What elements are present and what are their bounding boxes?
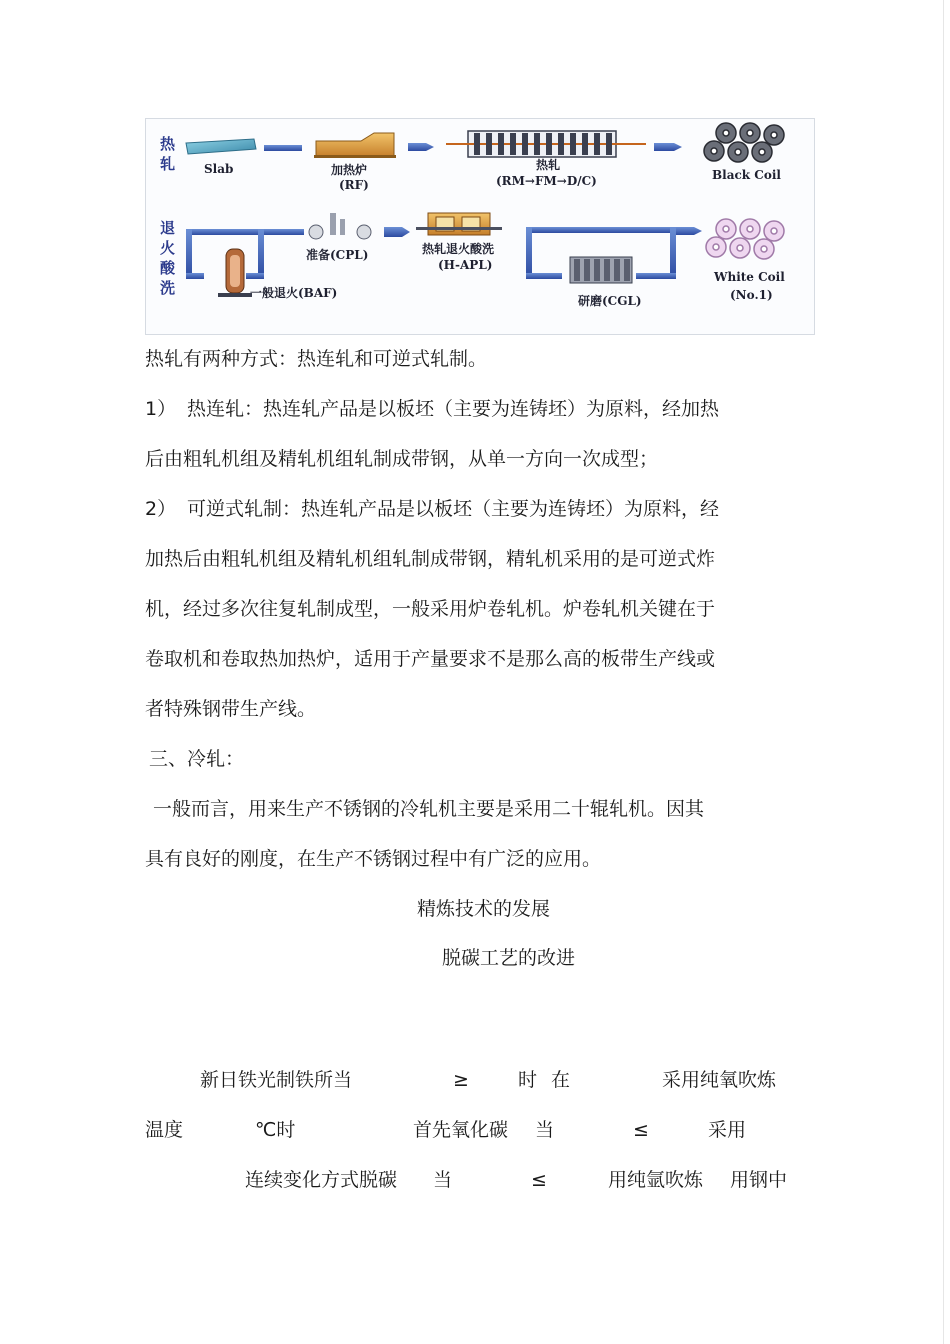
white-coil-label: White Coil xyxy=(714,270,785,284)
list-number-2: 2） xyxy=(145,498,177,520)
arrow-baf-to-cpl xyxy=(264,229,304,235)
hapl-icon xyxy=(416,213,502,235)
baf-label: 一般退火(BAF) xyxy=(250,286,338,300)
paragraph-2-line-5: 者特殊钢带生产线。 xyxy=(145,698,317,720)
row2-text-1: 温度 xyxy=(145,1119,184,1141)
slab-icon xyxy=(186,139,256,154)
arrow-slab-to-rf xyxy=(264,145,302,151)
black-coil-icon xyxy=(704,123,784,162)
cpl-icon xyxy=(309,213,371,239)
slab-label: Slab xyxy=(204,162,234,176)
paragraph-3-line-2: 具有良好的刚度，在生产不锈钢过程中有广泛的应用。 xyxy=(145,848,602,870)
page-edge xyxy=(943,0,944,1344)
furnace-icon xyxy=(314,133,396,158)
row1-text-3: 时 xyxy=(518,1069,538,1091)
hapl-label: 热轧退火酸洗 xyxy=(422,242,495,256)
side-label-anneal-2: 火 xyxy=(160,239,176,257)
cgl-label: 研磨(CGL) xyxy=(578,294,642,308)
baf-line xyxy=(186,229,264,279)
arrow-cpl-to-hapl xyxy=(384,227,410,237)
row3-text-4: 用纯氩吹炼 xyxy=(608,1169,704,1191)
section-heading-cold-rolling: 三、冷轧： xyxy=(149,748,245,770)
side-label-hot-1: 热 xyxy=(160,135,176,153)
row2-text-3: 首先氧化碳 xyxy=(413,1119,509,1141)
process-diagram-svg xyxy=(146,119,816,336)
paragraph-1-line-2: 后由粗轧机组及精轧机组轧制成带钢，从单一方向一次成型； xyxy=(145,448,659,470)
row2-text-6: 采用 xyxy=(708,1119,747,1141)
row2-text-4: 当 xyxy=(535,1119,555,1141)
rf-abbr: (RF) xyxy=(339,178,369,192)
row2-text-5: ≤ xyxy=(633,1119,649,1141)
row1-text-5: 采用纯氧吹炼 xyxy=(662,1069,777,1091)
side-label-anneal-4: 洗 xyxy=(160,279,176,297)
side-label-hot-2: 轧 xyxy=(160,155,176,173)
row3-text-2: 当 xyxy=(433,1169,453,1191)
hot-rolling-label: 热轧 xyxy=(536,158,561,172)
paragraph-2-line-2: 加热后由粗轧机组及精轧机组轧制成带钢，精轧机采用的是可逆式炸 xyxy=(145,548,716,570)
process-diagram xyxy=(145,118,815,335)
white-coil-no: (No.1) xyxy=(730,288,773,302)
rf-label: 加热炉 xyxy=(331,163,368,177)
side-label-anneal-1: 退 xyxy=(160,219,176,237)
paragraph-1-line-1: 热连轧：热连轧产品是以板坯（主要为连铸坯）为原料，经加热 xyxy=(187,398,720,420)
title-decarburization: 脱碳工艺的改进 xyxy=(442,947,576,969)
row3-text-3: ≤ xyxy=(531,1169,547,1191)
hot-rolling-abbr: (RM→FM→D/C) xyxy=(496,174,597,188)
row3-text-1: 连续变化方式脱碳 xyxy=(245,1169,398,1191)
paragraph-2-line-4: 卷取机和卷取热加热炉，适用于产量要求不是那么高的板带生产线或 xyxy=(145,648,716,670)
row3-text-5: 用钢中 xyxy=(730,1169,788,1191)
rolling-mill-icon xyxy=(446,131,646,157)
black-coil-label: Black Coil xyxy=(712,168,781,182)
cpl-label: 准备(CPL) xyxy=(306,248,369,262)
row1-text-2: ≥ xyxy=(453,1069,469,1091)
arrow-mill-to-coil xyxy=(654,143,682,151)
paragraph-3-line-1: 一般而言，用来生产不锈钢的冷轧机主要是采用二十辊轧机。因其 xyxy=(153,798,705,820)
title-refining: 精炼技术的发展 xyxy=(417,898,551,920)
list-number-1: 1） xyxy=(145,398,177,420)
row1-text-4: 在 xyxy=(551,1069,571,1091)
cgl-machine-icon xyxy=(570,257,632,283)
row2-text-2: ℃时 xyxy=(255,1119,296,1141)
paragraph-2-line-1: 可逆式轧制：热连轧产品是以板坯（主要为连铸坯）为原料，经 xyxy=(187,498,720,520)
row1-text-1: 新日铁光制铁所当 xyxy=(200,1069,353,1091)
hapl-abbr: (H-APL) xyxy=(438,258,493,272)
side-label-anneal-3: 酸 xyxy=(160,259,176,277)
paragraph-intro: 热轧有两种方式：热连轧和可逆式轧制。 xyxy=(145,348,488,370)
white-coil-icon xyxy=(706,219,784,259)
paragraph-2-line-3: 机，经过多次往复轧制成型，一般采用炉卷轧机。炉卷轧机关键在于 xyxy=(145,598,716,620)
arrow-rf-to-mill xyxy=(408,143,434,151)
